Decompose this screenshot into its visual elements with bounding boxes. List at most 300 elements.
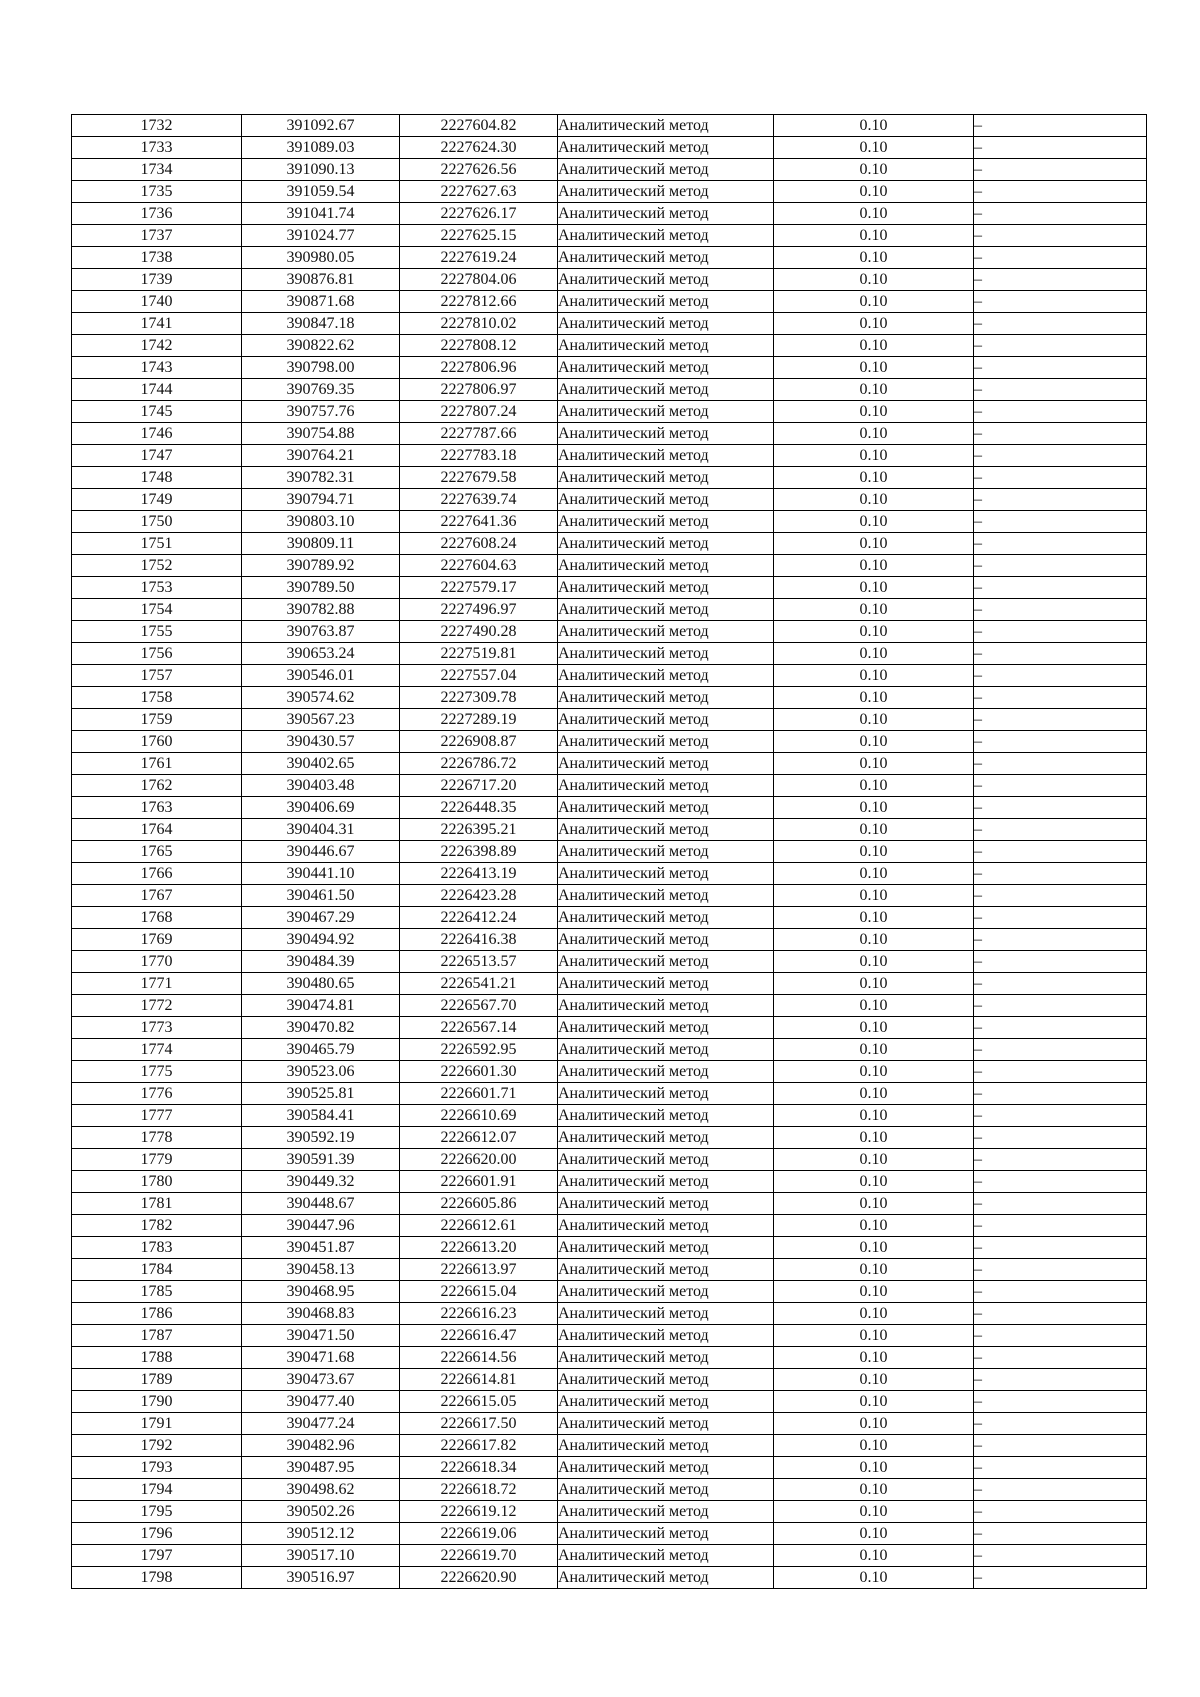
table-body bbox=[72, 115, 1147, 1589]
description-cell: – bbox=[974, 577, 1147, 599]
x-coordinate-cell: 390584.41 bbox=[242, 1105, 400, 1127]
method-cell: Аналитический метод bbox=[558, 1347, 774, 1369]
point-number-cell: 1754 bbox=[72, 599, 242, 621]
point-number-cell: 1764 bbox=[72, 819, 242, 841]
accuracy-cell: 0.10 bbox=[774, 1083, 974, 1105]
description-cell: – bbox=[974, 1105, 1147, 1127]
method-cell: Аналитический метод bbox=[558, 951, 774, 973]
table-row bbox=[72, 115, 1147, 137]
accuracy-cell: 0.10 bbox=[774, 291, 974, 313]
table-row bbox=[72, 1061, 1147, 1083]
table-row bbox=[72, 973, 1147, 995]
accuracy-cell: 0.10 bbox=[774, 181, 974, 203]
method-cell: Аналитический метод bbox=[558, 709, 774, 731]
point-number-cell: 1794 bbox=[72, 1479, 242, 1501]
description-cell: – bbox=[974, 379, 1147, 401]
method-cell: Аналитический метод bbox=[558, 291, 774, 313]
x-coordinate-cell: 390517.10 bbox=[242, 1545, 400, 1567]
accuracy-cell: 0.10 bbox=[774, 533, 974, 555]
description-cell: – bbox=[974, 467, 1147, 489]
table-row bbox=[72, 863, 1147, 885]
accuracy-cell: 0.10 bbox=[774, 159, 974, 181]
point-number-cell: 1745 bbox=[72, 401, 242, 423]
method-cell: Аналитический метод bbox=[558, 863, 774, 885]
y-coordinate-cell: 2227619.24 bbox=[400, 247, 558, 269]
method-cell: Аналитический метод bbox=[558, 1127, 774, 1149]
table-row bbox=[72, 467, 1147, 489]
point-number-cell: 1782 bbox=[72, 1215, 242, 1237]
x-coordinate-cell: 390487.95 bbox=[242, 1457, 400, 1479]
y-coordinate-cell: 2226614.56 bbox=[400, 1347, 558, 1369]
x-coordinate-cell: 391024.77 bbox=[242, 225, 400, 247]
description-cell: – bbox=[974, 1039, 1147, 1061]
description-cell: – bbox=[974, 269, 1147, 291]
method-cell: Аналитический метод bbox=[558, 1281, 774, 1303]
accuracy-cell: 0.10 bbox=[774, 511, 974, 533]
method-cell: Аналитический метод bbox=[558, 577, 774, 599]
method-cell: Аналитический метод bbox=[558, 445, 774, 467]
x-coordinate-cell: 390471.68 bbox=[242, 1347, 400, 1369]
table-row bbox=[72, 577, 1147, 599]
accuracy-cell: 0.10 bbox=[774, 1105, 974, 1127]
x-coordinate-cell: 390754.88 bbox=[242, 423, 400, 445]
description-cell: – bbox=[974, 159, 1147, 181]
accuracy-cell: 0.10 bbox=[774, 951, 974, 973]
y-coordinate-cell: 2226423.28 bbox=[400, 885, 558, 907]
method-cell: Аналитический метод bbox=[558, 1061, 774, 1083]
x-coordinate-cell: 390847.18 bbox=[242, 313, 400, 335]
y-coordinate-cell: 2227519.81 bbox=[400, 643, 558, 665]
method-cell: Аналитический метод bbox=[558, 1149, 774, 1171]
accuracy-cell: 0.10 bbox=[774, 313, 974, 335]
point-number-cell: 1766 bbox=[72, 863, 242, 885]
x-coordinate-cell: 390447.96 bbox=[242, 1215, 400, 1237]
y-coordinate-cell: 2226541.21 bbox=[400, 973, 558, 995]
point-number-cell: 1759 bbox=[72, 709, 242, 731]
accuracy-cell: 0.10 bbox=[774, 995, 974, 1017]
point-number-cell: 1741 bbox=[72, 313, 242, 335]
x-coordinate-cell: 391092.67 bbox=[242, 115, 400, 137]
method-cell: Аналитический метод bbox=[558, 621, 774, 643]
y-coordinate-cell: 2226618.72 bbox=[400, 1479, 558, 1501]
table-row bbox=[72, 159, 1147, 181]
accuracy-cell: 0.10 bbox=[774, 841, 974, 863]
point-number-cell: 1785 bbox=[72, 1281, 242, 1303]
accuracy-cell: 0.10 bbox=[774, 1567, 974, 1589]
table-row bbox=[72, 599, 1147, 621]
point-number-cell: 1753 bbox=[72, 577, 242, 599]
point-number-cell: 1791 bbox=[72, 1413, 242, 1435]
y-coordinate-cell: 2227806.97 bbox=[400, 379, 558, 401]
table-row bbox=[72, 1083, 1147, 1105]
description-cell: – bbox=[974, 1083, 1147, 1105]
y-coordinate-cell: 2226612.61 bbox=[400, 1215, 558, 1237]
x-coordinate-cell: 390482.96 bbox=[242, 1435, 400, 1457]
method-cell: Аналитический метод bbox=[558, 775, 774, 797]
description-cell: – bbox=[974, 841, 1147, 863]
y-coordinate-cell: 2226513.57 bbox=[400, 951, 558, 973]
table-row bbox=[72, 489, 1147, 511]
x-coordinate-cell: 390789.50 bbox=[242, 577, 400, 599]
accuracy-cell: 0.10 bbox=[774, 1149, 974, 1171]
method-cell: Аналитический метод bbox=[558, 797, 774, 819]
table-row bbox=[72, 1281, 1147, 1303]
x-coordinate-cell: 390448.67 bbox=[242, 1193, 400, 1215]
accuracy-cell: 0.10 bbox=[774, 1347, 974, 1369]
y-coordinate-cell: 2226619.70 bbox=[400, 1545, 558, 1567]
description-cell: – bbox=[974, 1567, 1147, 1589]
x-coordinate-cell: 390404.31 bbox=[242, 819, 400, 841]
y-coordinate-cell: 2227804.06 bbox=[400, 269, 558, 291]
accuracy-cell: 0.10 bbox=[774, 115, 974, 137]
x-coordinate-cell: 390763.87 bbox=[242, 621, 400, 643]
table-row bbox=[72, 1545, 1147, 1567]
x-coordinate-cell: 390430.57 bbox=[242, 731, 400, 753]
table-row bbox=[72, 995, 1147, 1017]
method-cell: Аналитический метод bbox=[558, 1325, 774, 1347]
accuracy-cell: 0.10 bbox=[774, 1127, 974, 1149]
x-coordinate-cell: 390403.48 bbox=[242, 775, 400, 797]
accuracy-cell: 0.10 bbox=[774, 445, 974, 467]
method-cell: Аналитический метод bbox=[558, 423, 774, 445]
description-cell: – bbox=[974, 951, 1147, 973]
point-number-cell: 1774 bbox=[72, 1039, 242, 1061]
y-coordinate-cell: 2226610.69 bbox=[400, 1105, 558, 1127]
method-cell: Аналитический метод bbox=[558, 1171, 774, 1193]
y-coordinate-cell: 2227783.18 bbox=[400, 445, 558, 467]
point-number-cell: 1777 bbox=[72, 1105, 242, 1127]
method-cell: Аналитический метод bbox=[558, 973, 774, 995]
method-cell: Аналитический метод bbox=[558, 1413, 774, 1435]
y-coordinate-cell: 2226601.71 bbox=[400, 1083, 558, 1105]
y-coordinate-cell: 2227807.24 bbox=[400, 401, 558, 423]
table-row bbox=[72, 511, 1147, 533]
point-number-cell: 1789 bbox=[72, 1369, 242, 1391]
point-number-cell: 1781 bbox=[72, 1193, 242, 1215]
point-number-cell: 1783 bbox=[72, 1237, 242, 1259]
point-number-cell: 1762 bbox=[72, 775, 242, 797]
x-coordinate-cell: 390653.24 bbox=[242, 643, 400, 665]
method-cell: Аналитический метод bbox=[558, 1501, 774, 1523]
x-coordinate-cell: 390525.81 bbox=[242, 1083, 400, 1105]
method-cell: Аналитический метод bbox=[558, 1193, 774, 1215]
y-coordinate-cell: 2227641.36 bbox=[400, 511, 558, 533]
table-row bbox=[72, 1369, 1147, 1391]
accuracy-cell: 0.10 bbox=[774, 467, 974, 489]
description-cell: – bbox=[974, 1479, 1147, 1501]
point-number-cell: 1779 bbox=[72, 1149, 242, 1171]
point-number-cell: 1742 bbox=[72, 335, 242, 357]
description-cell: – bbox=[974, 401, 1147, 423]
point-number-cell: 1740 bbox=[72, 291, 242, 313]
point-number-cell: 1792 bbox=[72, 1435, 242, 1457]
table-row bbox=[72, 357, 1147, 379]
table-row bbox=[72, 1259, 1147, 1281]
y-coordinate-cell: 2227289.19 bbox=[400, 709, 558, 731]
y-coordinate-cell: 2226616.23 bbox=[400, 1303, 558, 1325]
table-row bbox=[72, 1017, 1147, 1039]
accuracy-cell: 0.10 bbox=[774, 555, 974, 577]
y-coordinate-cell: 2227627.63 bbox=[400, 181, 558, 203]
accuracy-cell: 0.10 bbox=[774, 1413, 974, 1435]
x-coordinate-cell: 390502.26 bbox=[242, 1501, 400, 1523]
y-coordinate-cell: 2227808.12 bbox=[400, 335, 558, 357]
method-cell: Аналитический метод bbox=[558, 1259, 774, 1281]
description-cell: – bbox=[974, 313, 1147, 335]
y-coordinate-cell: 2226620.90 bbox=[400, 1567, 558, 1589]
table-row bbox=[72, 423, 1147, 445]
point-number-cell: 1788 bbox=[72, 1347, 242, 1369]
y-coordinate-cell: 2227309.78 bbox=[400, 687, 558, 709]
method-cell: Аналитический метод bbox=[558, 269, 774, 291]
description-cell: – bbox=[974, 1193, 1147, 1215]
x-coordinate-cell: 390498.62 bbox=[242, 1479, 400, 1501]
description-cell: – bbox=[974, 335, 1147, 357]
method-cell: Аналитический метод bbox=[558, 1215, 774, 1237]
table-row bbox=[72, 1391, 1147, 1413]
y-coordinate-cell: 2226908.87 bbox=[400, 731, 558, 753]
accuracy-cell: 0.10 bbox=[774, 1391, 974, 1413]
point-number-cell: 1738 bbox=[72, 247, 242, 269]
description-cell: – bbox=[974, 203, 1147, 225]
x-coordinate-cell: 390480.65 bbox=[242, 973, 400, 995]
description-cell: – bbox=[974, 1237, 1147, 1259]
description-cell: – bbox=[974, 1435, 1147, 1457]
method-cell: Аналитический метод bbox=[558, 1391, 774, 1413]
description-cell: – bbox=[974, 1391, 1147, 1413]
point-number-cell: 1786 bbox=[72, 1303, 242, 1325]
table-row bbox=[72, 1413, 1147, 1435]
accuracy-cell: 0.10 bbox=[774, 379, 974, 401]
description-cell: – bbox=[974, 555, 1147, 577]
method-cell: Аналитический метод bbox=[558, 357, 774, 379]
x-coordinate-cell: 390484.39 bbox=[242, 951, 400, 973]
description-cell: – bbox=[974, 291, 1147, 313]
table-row bbox=[72, 687, 1147, 709]
accuracy-cell: 0.10 bbox=[774, 885, 974, 907]
method-cell: Аналитический метод bbox=[558, 1545, 774, 1567]
description-cell: – bbox=[974, 247, 1147, 269]
point-number-cell: 1787 bbox=[72, 1325, 242, 1347]
x-coordinate-cell: 390769.35 bbox=[242, 379, 400, 401]
x-coordinate-cell: 391090.13 bbox=[242, 159, 400, 181]
method-cell: Аналитический метод bbox=[558, 555, 774, 577]
y-coordinate-cell: 2226413.19 bbox=[400, 863, 558, 885]
table-row bbox=[72, 313, 1147, 335]
y-coordinate-cell: 2227625.15 bbox=[400, 225, 558, 247]
y-coordinate-cell: 2226618.34 bbox=[400, 1457, 558, 1479]
description-cell: – bbox=[974, 1127, 1147, 1149]
y-coordinate-cell: 2226619.12 bbox=[400, 1501, 558, 1523]
x-coordinate-cell: 390477.40 bbox=[242, 1391, 400, 1413]
method-cell: Аналитический метод bbox=[558, 643, 774, 665]
table-row bbox=[72, 1127, 1147, 1149]
table-row bbox=[72, 643, 1147, 665]
method-cell: Аналитический метод bbox=[558, 181, 774, 203]
description-cell: – bbox=[974, 995, 1147, 1017]
x-coordinate-cell: 391059.54 bbox=[242, 181, 400, 203]
y-coordinate-cell: 2227639.74 bbox=[400, 489, 558, 511]
description-cell: – bbox=[974, 357, 1147, 379]
y-coordinate-cell: 2227490.28 bbox=[400, 621, 558, 643]
method-cell: Аналитический метод bbox=[558, 203, 774, 225]
point-number-cell: 1758 bbox=[72, 687, 242, 709]
x-coordinate-cell: 390876.81 bbox=[242, 269, 400, 291]
point-number-cell: 1780 bbox=[72, 1171, 242, 1193]
x-coordinate-cell: 390467.29 bbox=[242, 907, 400, 929]
table-row bbox=[72, 1457, 1147, 1479]
description-cell: – bbox=[974, 1017, 1147, 1039]
y-coordinate-cell: 2226615.04 bbox=[400, 1281, 558, 1303]
method-cell: Аналитический метод bbox=[558, 313, 774, 335]
description-cell: – bbox=[974, 1369, 1147, 1391]
description-cell: – bbox=[974, 753, 1147, 775]
x-coordinate-cell: 390465.79 bbox=[242, 1039, 400, 1061]
accuracy-cell: 0.10 bbox=[774, 709, 974, 731]
y-coordinate-cell: 2226567.70 bbox=[400, 995, 558, 1017]
point-number-cell: 1796 bbox=[72, 1523, 242, 1545]
y-coordinate-cell: 2226601.91 bbox=[400, 1171, 558, 1193]
method-cell: Аналитический метод bbox=[558, 929, 774, 951]
description-cell: – bbox=[974, 1171, 1147, 1193]
point-number-cell: 1743 bbox=[72, 357, 242, 379]
description-cell: – bbox=[974, 533, 1147, 555]
y-coordinate-cell: 2226620.00 bbox=[400, 1149, 558, 1171]
point-number-cell: 1767 bbox=[72, 885, 242, 907]
y-coordinate-cell: 2227679.58 bbox=[400, 467, 558, 489]
method-cell: Аналитический метод bbox=[558, 1457, 774, 1479]
method-cell: Аналитический метод bbox=[558, 907, 774, 929]
method-cell: Аналитический метод bbox=[558, 1523, 774, 1545]
method-cell: Аналитический метод bbox=[558, 467, 774, 489]
y-coordinate-cell: 2226614.81 bbox=[400, 1369, 558, 1391]
table-row bbox=[72, 1303, 1147, 1325]
accuracy-cell: 0.10 bbox=[774, 1061, 974, 1083]
x-coordinate-cell: 390592.19 bbox=[242, 1127, 400, 1149]
accuracy-cell: 0.10 bbox=[774, 335, 974, 357]
point-number-cell: 1746 bbox=[72, 423, 242, 445]
accuracy-cell: 0.10 bbox=[774, 1457, 974, 1479]
method-cell: Аналитический метод bbox=[558, 137, 774, 159]
point-number-cell: 1769 bbox=[72, 929, 242, 951]
x-coordinate-cell: 390516.97 bbox=[242, 1567, 400, 1589]
table-row bbox=[72, 1435, 1147, 1457]
method-cell: Аналитический метод bbox=[558, 687, 774, 709]
accuracy-cell: 0.10 bbox=[774, 577, 974, 599]
description-cell: – bbox=[974, 1061, 1147, 1083]
accuracy-cell: 0.10 bbox=[774, 1039, 974, 1061]
point-number-cell: 1793 bbox=[72, 1457, 242, 1479]
method-cell: Аналитический метод bbox=[558, 841, 774, 863]
accuracy-cell: 0.10 bbox=[774, 1303, 974, 1325]
method-cell: Аналитический метод bbox=[558, 885, 774, 907]
x-coordinate-cell: 390446.67 bbox=[242, 841, 400, 863]
point-number-cell: 1733 bbox=[72, 137, 242, 159]
point-number-cell: 1778 bbox=[72, 1127, 242, 1149]
description-cell: – bbox=[974, 929, 1147, 951]
accuracy-cell: 0.10 bbox=[774, 973, 974, 995]
description-cell: – bbox=[974, 621, 1147, 643]
table-row bbox=[72, 1193, 1147, 1215]
description-cell: – bbox=[974, 863, 1147, 885]
point-number-cell: 1735 bbox=[72, 181, 242, 203]
x-coordinate-cell: 390406.69 bbox=[242, 797, 400, 819]
y-coordinate-cell: 2226616.47 bbox=[400, 1325, 558, 1347]
accuracy-cell: 0.10 bbox=[774, 929, 974, 951]
method-cell: Аналитический метод bbox=[558, 1567, 774, 1589]
x-coordinate-cell: 390546.01 bbox=[242, 665, 400, 687]
accuracy-cell: 0.10 bbox=[774, 1545, 974, 1567]
x-coordinate-cell: 390782.88 bbox=[242, 599, 400, 621]
x-coordinate-cell: 390458.13 bbox=[242, 1259, 400, 1281]
point-number-cell: 1761 bbox=[72, 753, 242, 775]
point-number-cell: 1736 bbox=[72, 203, 242, 225]
table-row bbox=[72, 1105, 1147, 1127]
point-number-cell: 1752 bbox=[72, 555, 242, 577]
y-coordinate-cell: 2226395.21 bbox=[400, 819, 558, 841]
method-cell: Аналитический метод bbox=[558, 533, 774, 555]
description-cell: – bbox=[974, 1149, 1147, 1171]
table-row bbox=[72, 1501, 1147, 1523]
point-number-cell: 1765 bbox=[72, 841, 242, 863]
accuracy-cell: 0.10 bbox=[774, 1237, 974, 1259]
accuracy-cell: 0.10 bbox=[774, 489, 974, 511]
x-coordinate-cell: 390441.10 bbox=[242, 863, 400, 885]
table-row bbox=[72, 753, 1147, 775]
point-number-cell: 1772 bbox=[72, 995, 242, 1017]
table-row bbox=[72, 929, 1147, 951]
table-row bbox=[72, 819, 1147, 841]
description-cell: – bbox=[974, 907, 1147, 929]
point-number-cell: 1744 bbox=[72, 379, 242, 401]
x-coordinate-cell: 390822.62 bbox=[242, 335, 400, 357]
x-coordinate-cell: 390567.23 bbox=[242, 709, 400, 731]
description-cell: – bbox=[974, 1501, 1147, 1523]
description-cell: – bbox=[974, 599, 1147, 621]
x-coordinate-cell: 390803.10 bbox=[242, 511, 400, 533]
y-coordinate-cell: 2226619.06 bbox=[400, 1523, 558, 1545]
y-coordinate-cell: 2227624.30 bbox=[400, 137, 558, 159]
accuracy-cell: 0.10 bbox=[774, 1369, 974, 1391]
y-coordinate-cell: 2227810.02 bbox=[400, 313, 558, 335]
x-coordinate-cell: 390471.50 bbox=[242, 1325, 400, 1347]
accuracy-cell: 0.10 bbox=[774, 357, 974, 379]
x-coordinate-cell: 390809.11 bbox=[242, 533, 400, 555]
method-cell: Аналитический метод bbox=[558, 599, 774, 621]
method-cell: Аналитический метод bbox=[558, 1237, 774, 1259]
method-cell: Аналитический метод bbox=[558, 1105, 774, 1127]
description-cell: – bbox=[974, 1325, 1147, 1347]
table-row bbox=[72, 225, 1147, 247]
x-coordinate-cell: 390980.05 bbox=[242, 247, 400, 269]
method-cell: Аналитический метод bbox=[558, 115, 774, 137]
method-cell: Аналитический метод bbox=[558, 731, 774, 753]
table-row bbox=[72, 181, 1147, 203]
accuracy-cell: 0.10 bbox=[774, 1435, 974, 1457]
y-coordinate-cell: 2226592.95 bbox=[400, 1039, 558, 1061]
point-number-cell: 1749 bbox=[72, 489, 242, 511]
point-number-cell: 1771 bbox=[72, 973, 242, 995]
description-cell: – bbox=[974, 1215, 1147, 1237]
description-cell: – bbox=[974, 973, 1147, 995]
accuracy-cell: 0.10 bbox=[774, 1523, 974, 1545]
point-number-cell: 1776 bbox=[72, 1083, 242, 1105]
table-row bbox=[72, 203, 1147, 225]
y-coordinate-cell: 2226416.38 bbox=[400, 929, 558, 951]
accuracy-cell: 0.10 bbox=[774, 731, 974, 753]
description-cell: – bbox=[974, 115, 1147, 137]
y-coordinate-cell: 2227787.66 bbox=[400, 423, 558, 445]
